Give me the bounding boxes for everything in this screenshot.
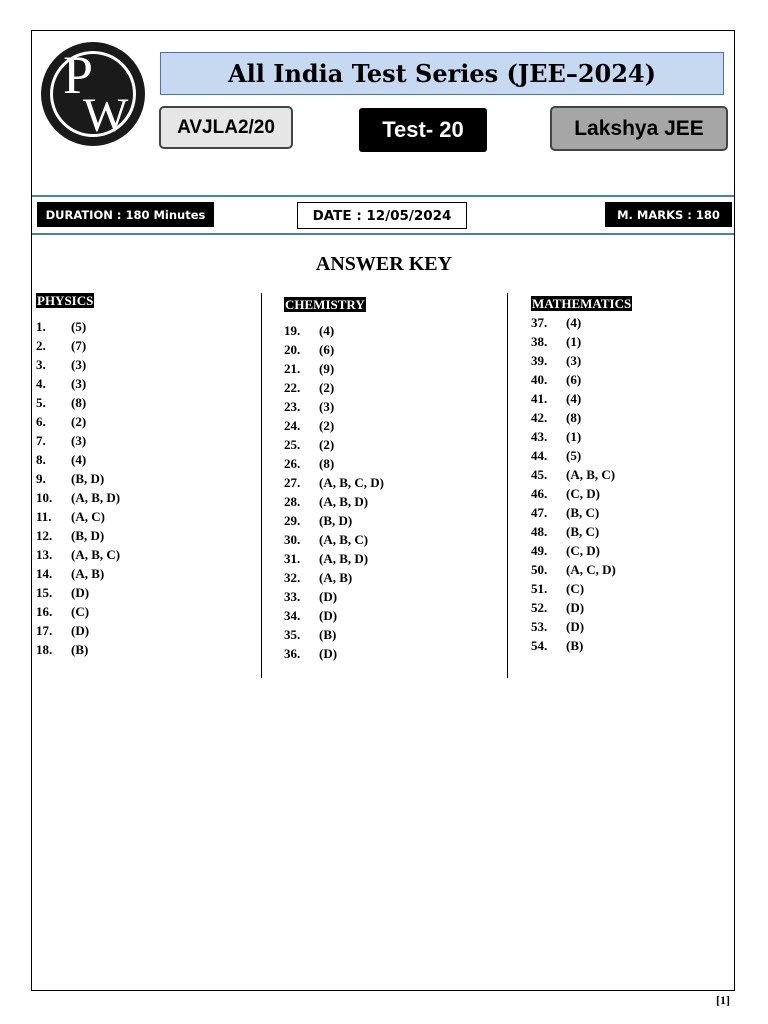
question-number: 17. (36, 623, 53, 638)
answer-value: (D) (566, 619, 585, 634)
question-number: 10. (36, 490, 53, 505)
answer-row (531, 522, 751, 541)
question-number: 22. (284, 380, 301, 395)
answer-row (284, 606, 504, 625)
answer-row (36, 393, 256, 412)
chemistry-column (284, 296, 504, 663)
question-number: 39. (531, 353, 548, 368)
answer-row (284, 549, 504, 568)
answer-value: (C) (566, 581, 585, 596)
answer-value: (7) (71, 338, 87, 353)
question-number: 46. (531, 486, 548, 501)
answer-value: (D) (71, 623, 90, 638)
question-number: 29. (284, 513, 301, 528)
question-number: 54. (531, 638, 548, 653)
question-number: 4. (36, 376, 46, 391)
answer-row (36, 355, 256, 374)
subject-heading-physics: PHYSICS (37, 293, 94, 308)
answer-row (284, 416, 504, 435)
answer-row (36, 336, 256, 355)
question-number: 30. (284, 532, 301, 547)
answer-row (284, 473, 504, 492)
question-number: 13. (36, 547, 53, 562)
answer-row (284, 454, 504, 473)
answer-row (36, 564, 256, 583)
answer-value: (2) (319, 380, 335, 395)
answer-value: (B, D) (319, 513, 353, 528)
answer-row (531, 446, 751, 465)
question-number: 33. (284, 589, 301, 604)
answer-value: (D) (566, 600, 585, 615)
question-number: 45. (531, 467, 548, 482)
answer-row (36, 469, 256, 488)
answer-value: (D) (319, 608, 338, 623)
date-label: DATE : 12/05/2024 (297, 202, 467, 229)
answer-value: (9) (319, 361, 335, 376)
answer-value: (D) (319, 589, 338, 604)
answer-row (531, 332, 751, 351)
question-number: 32. (284, 570, 301, 585)
answer-value: (A, B) (71, 566, 105, 581)
answer-value: (4) (566, 315, 582, 330)
answer-row (36, 374, 256, 393)
answer-row (531, 560, 751, 579)
question-number: 2. (36, 338, 46, 353)
answer-row (284, 644, 504, 663)
question-number: 9. (36, 471, 46, 486)
answer-row (284, 378, 504, 397)
answer-value: (1) (566, 429, 582, 444)
answer-row (284, 568, 504, 587)
test-code-badge: AVJLA2/20 (159, 106, 293, 149)
answer-value: (5) (71, 319, 87, 334)
answer-row (284, 625, 504, 644)
question-number: 23. (284, 399, 301, 414)
answer-value: (4) (566, 391, 582, 406)
answer-value: (D) (71, 585, 90, 600)
answer-row (284, 511, 504, 530)
answer-value: (3) (71, 433, 87, 448)
answer-value: (A, B, D) (319, 551, 369, 566)
answer-row (531, 370, 751, 389)
answer-row (531, 351, 751, 370)
question-number: 20. (284, 342, 301, 357)
question-number: 5. (36, 395, 46, 410)
answer-row (284, 340, 504, 359)
test-number-badge: Test- 20 (359, 108, 487, 152)
question-number: 43. (531, 429, 548, 444)
subject-heading-mathematics: MATHEMATICS (532, 296, 632, 311)
question-number: 28. (284, 494, 301, 509)
test-series-title: All India Test Series (JEE–2024) (160, 52, 724, 95)
answer-value: (A, B, D) (71, 490, 121, 505)
answer-row (531, 465, 751, 484)
question-number: 47. (531, 505, 548, 520)
question-number: 36. (284, 646, 301, 661)
answer-row (284, 397, 504, 416)
question-number: 21. (284, 361, 301, 376)
answer-row (531, 427, 751, 446)
answer-row (36, 640, 256, 659)
question-number: 7. (36, 433, 46, 448)
answer-row (531, 389, 751, 408)
answer-value: (2) (319, 437, 335, 452)
answer-row (531, 408, 751, 427)
question-number: 24. (284, 418, 301, 433)
answer-value: (B) (71, 642, 89, 657)
answer-row (36, 526, 256, 545)
question-number: 18. (36, 642, 53, 657)
column-divider-2 (507, 293, 508, 678)
answer-value: (A, C, D) (566, 562, 616, 577)
chemistry-answer-list (284, 321, 504, 663)
answer-row (531, 541, 751, 560)
question-number: 40. (531, 372, 548, 387)
answer-value: (8) (566, 410, 582, 425)
answer-value: (5) (566, 448, 582, 463)
question-number: 52. (531, 600, 548, 615)
answer-value: (C, D) (566, 543, 600, 558)
answer-value: (3) (319, 399, 335, 414)
question-number: 53. (531, 619, 548, 634)
answer-value: (A, B, C, D) (319, 475, 384, 490)
answer-value: (2) (71, 414, 87, 429)
answer-row (531, 579, 751, 598)
question-number: 35. (284, 627, 301, 642)
question-number: 12. (36, 528, 53, 543)
answer-value: (A, B, D) (319, 494, 369, 509)
question-number: 50. (531, 562, 548, 577)
answer-row (284, 492, 504, 511)
answer-value: (A, B, C) (319, 532, 369, 547)
answer-value: (6) (319, 342, 335, 357)
answer-row (531, 617, 751, 636)
question-number: 37. (531, 315, 548, 330)
max-marks-label: M. MARKS : 180 (605, 202, 732, 227)
answer-row (36, 621, 256, 640)
question-number: 11. (36, 509, 52, 524)
answer-row (36, 602, 256, 621)
answer-value: (4) (71, 452, 87, 467)
answer-row (36, 488, 256, 507)
answer-row (284, 359, 504, 378)
logo-letter-p: P (63, 45, 94, 105)
question-number: 44. (531, 448, 548, 463)
physics-answer-list (36, 317, 256, 659)
answer-value: (A, B, C) (71, 547, 121, 562)
answer-value: (A, B, C) (566, 467, 616, 482)
answer-row (284, 587, 504, 606)
answer-value: (2) (319, 418, 335, 433)
answer-row (36, 412, 256, 431)
answer-row (36, 545, 256, 564)
header-divider-top (32, 195, 734, 197)
pw-logo (41, 42, 145, 146)
answer-row (531, 636, 751, 655)
question-number: 8. (36, 452, 46, 467)
answer-row (284, 530, 504, 549)
answer-value: (A, B) (319, 570, 353, 585)
question-number: 6. (36, 414, 46, 429)
column-divider-1 (261, 293, 262, 678)
answer-value: (3) (566, 353, 582, 368)
answer-row (531, 484, 751, 503)
answer-row (36, 450, 256, 469)
question-number: 26. (284, 456, 301, 471)
question-number: 42. (531, 410, 548, 425)
question-number: 3. (36, 357, 46, 372)
answer-value: (A, C) (71, 509, 105, 524)
answer-value: (B) (566, 638, 584, 653)
question-number: 1. (36, 319, 46, 334)
answer-value: (4) (319, 323, 335, 338)
page-number: [1] (716, 993, 730, 1007)
question-number: 31. (284, 551, 301, 566)
answer-value: (B, C) (566, 524, 600, 539)
answer-value: (B, D) (71, 528, 105, 543)
mathematics-column (531, 295, 751, 655)
answer-value: (B) (319, 627, 337, 642)
answer-row (36, 431, 256, 450)
question-number: 41. (531, 391, 548, 406)
answer-value: (B, C) (566, 505, 600, 520)
question-number: 25. (284, 437, 301, 452)
answer-row (36, 507, 256, 526)
answer-value: (6) (566, 372, 582, 387)
logo-letter-w: W (83, 89, 129, 142)
answer-row (531, 313, 751, 332)
answer-key-heading: ANSWER KEY (315, 253, 453, 275)
answer-value: (8) (319, 456, 335, 471)
answer-value: (3) (71, 357, 87, 372)
answer-row (284, 435, 504, 454)
question-number: 14. (36, 566, 53, 581)
answer-row (284, 321, 504, 340)
answer-value: (C) (71, 604, 90, 619)
header-divider-bottom (32, 233, 734, 235)
question-number: 27. (284, 475, 301, 490)
answer-row (36, 317, 256, 336)
answer-value: (C, D) (566, 486, 600, 501)
question-number: 19. (284, 323, 301, 338)
answer-value: (D) (319, 646, 338, 661)
duration-label: DURATION : 180 Minutes (37, 202, 214, 227)
answer-value: (8) (71, 395, 87, 410)
question-number: 15. (36, 585, 53, 600)
question-number: 48. (531, 524, 548, 539)
physics-column (36, 292, 256, 659)
answer-row (531, 503, 751, 522)
subject-heading-chemistry: CHEMISTRY (285, 297, 365, 312)
question-number: 16. (36, 604, 53, 619)
question-number: 49. (531, 543, 548, 558)
question-number: 38. (531, 334, 548, 349)
answer-value: (3) (71, 376, 87, 391)
batch-badge: Lakshya JEE (550, 106, 728, 151)
question-number: 34. (284, 608, 301, 623)
mathematics-answer-list (531, 313, 751, 655)
answer-row (36, 583, 256, 602)
answer-value: (B, D) (71, 471, 105, 486)
question-number: 51. (531, 581, 548, 596)
answer-row (531, 598, 751, 617)
answer-value: (1) (566, 334, 582, 349)
